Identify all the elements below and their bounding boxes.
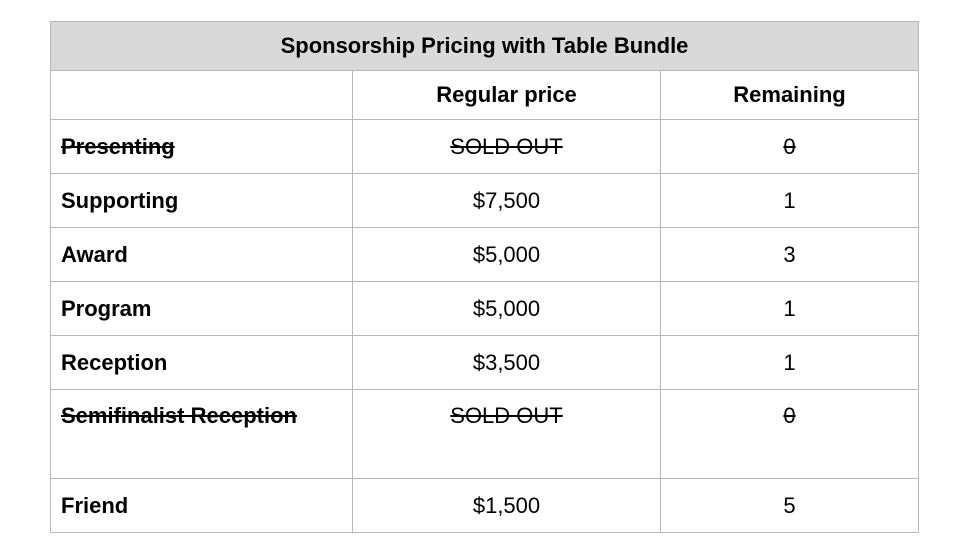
sponsorship-price: $5,000	[353, 282, 661, 336]
header-name	[51, 71, 353, 120]
sponsorship-remaining: 1	[661, 282, 919, 336]
table-row	[51, 390, 919, 479]
sponsorship-name: Supporting	[51, 174, 353, 228]
sponsorship-remaining: 1	[661, 174, 919, 228]
table-title: Sponsorship Pricing with Table Bundle	[51, 22, 919, 71]
table-header-row	[51, 71, 919, 120]
sponsorship-price: $3,500	[353, 336, 661, 390]
sponsorship-remaining: 5	[661, 479, 919, 533]
sponsorship-price: $5,000	[353, 228, 661, 282]
sponsorship-name: Semifinalist Reception	[51, 390, 353, 479]
sponsorship-price: SOLD OUT	[353, 390, 661, 479]
sponsorship-remaining: 3	[661, 228, 919, 282]
sponsorship-pricing-table	[50, 21, 919, 533]
sponsorship-name: Award	[51, 228, 353, 282]
sponsorship-name: Program	[51, 282, 353, 336]
table-row	[51, 479, 919, 533]
header-remaining: Remaining	[661, 71, 919, 120]
sponsorship-remaining: 0	[661, 390, 919, 479]
table-row	[51, 282, 919, 336]
table-row	[51, 120, 919, 174]
sponsorship-name: Reception	[51, 336, 353, 390]
sponsorship-name: Presenting	[51, 120, 353, 174]
table-row	[51, 174, 919, 228]
table-title-row	[51, 22, 919, 71]
sponsorship-remaining: 0	[661, 120, 919, 174]
table-row	[51, 228, 919, 282]
table-row	[51, 336, 919, 390]
sponsorship-price: $1,500	[353, 479, 661, 533]
header-regular-price: Regular price	[353, 71, 661, 120]
sponsorship-price: SOLD OUT	[353, 120, 661, 174]
sponsorship-price: $7,500	[353, 174, 661, 228]
sponsorship-name: Friend	[51, 479, 353, 533]
sponsorship-remaining: 1	[661, 336, 919, 390]
